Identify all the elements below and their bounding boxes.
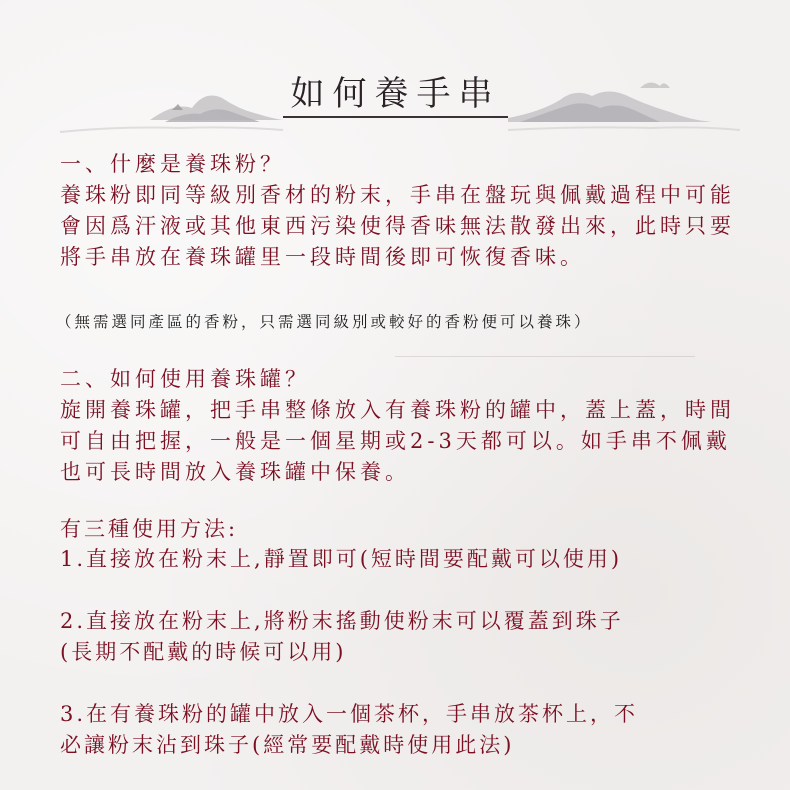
- method-2-line2: (長期不配戴的時候可以用): [60, 640, 347, 664]
- section2-body: 旋開養珠罐，把手串整條放入有養珠粉的罐中，蓋上蓋，時間可自由把握，一般是一個星期或2-3天都可以。如手串不佩戴也可長時間放入養珠罐中保養。: [60, 398, 735, 484]
- title-block: [283, 70, 508, 118]
- divider-line: [395, 356, 695, 357]
- method-1: 1.直接放在粉末上,靜置即可(短時間要配戴可以使用): [60, 547, 623, 571]
- title-underline: [283, 116, 508, 118]
- method-3-line1: 3.在有養珠粉的罐中放入一個茶杯，手串放茶杯上，不: [60, 702, 639, 726]
- section2-heading: 二、如何使用養珠罐？: [60, 367, 310, 391]
- section1-body: 養珠粉即同等級別香材的粉末，手串在盤玩與佩戴過程中可能會因爲汗液或其他東西污染使得香味無法散發出來，此時只要將手串放在養珠罐里一段時間後即可恢復香味。: [60, 183, 735, 269]
- section1-heading: 一、什麼是養珠粉？: [60, 152, 285, 176]
- method-2-line1: 2.直接放在粉末上,將粉末搖動使粉末可以覆蓋到珠子: [60, 609, 624, 633]
- method-3-line2: 必讓粉末沾到珠子(經常要配戴時使用此法): [60, 733, 515, 757]
- page-title: 如何養手串: [290, 74, 501, 114]
- methods-intro: 有三種使用方法:: [60, 517, 239, 541]
- section1-note: （無需選同產區的香粉，只需選同級別或較好的香粉便可以養珠）: [56, 313, 593, 331]
